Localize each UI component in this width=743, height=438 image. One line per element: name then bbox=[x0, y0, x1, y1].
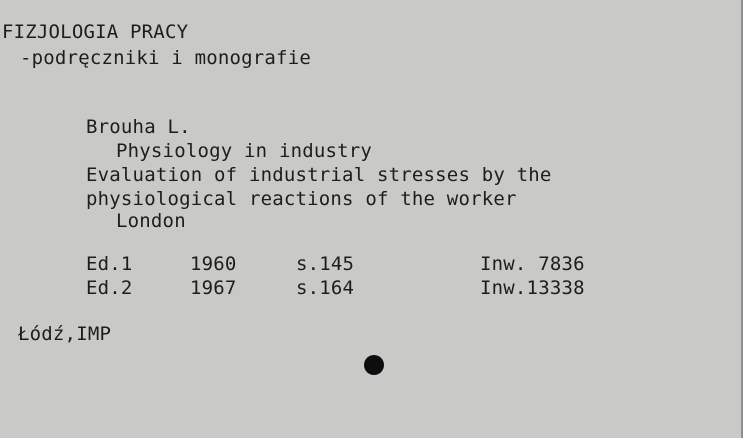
author: Brouha L. bbox=[86, 116, 191, 138]
edition-number: Ed.1 bbox=[86, 253, 133, 275]
title-line-2: Evaluation of industrial stresses by the bbox=[86, 164, 552, 186]
edition-pages: s.164 bbox=[296, 277, 355, 299]
inventory-number: Inw.13338 bbox=[480, 277, 585, 299]
edition-year: 1960 bbox=[190, 253, 237, 275]
edition-year: 1967 bbox=[190, 277, 237, 299]
title-line-3: physiological reactions of the worker bbox=[86, 188, 517, 210]
holding-location: Łódź,IMP bbox=[18, 323, 112, 345]
publication-place: London bbox=[116, 210, 186, 232]
subject-subheading: -podręczniki i monografie bbox=[20, 47, 311, 69]
subject-heading: FIZJOLOGIA PRACY bbox=[2, 21, 189, 43]
edition-pages: s.145 bbox=[296, 253, 355, 275]
edition-number: Ed.2 bbox=[86, 277, 133, 299]
title-line-1: Physiology in industry bbox=[116, 140, 373, 162]
inventory-number: Inw. 7836 bbox=[480, 253, 585, 275]
punch-hole bbox=[364, 355, 384, 375]
